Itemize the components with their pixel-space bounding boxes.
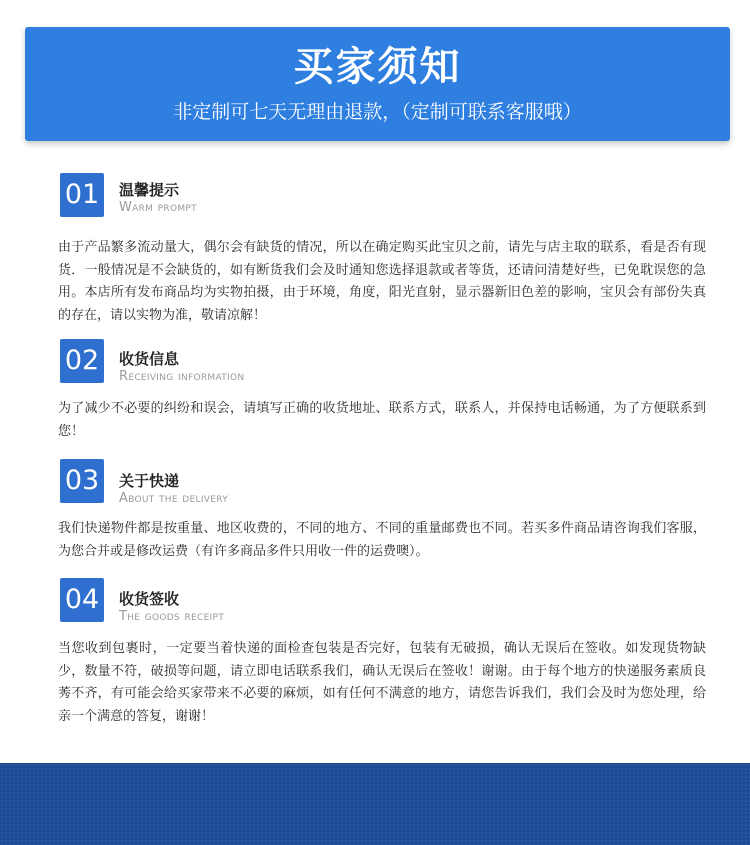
section-number-badge: 04 [60,578,104,622]
section-subtitle: The goods receipt [119,609,225,624]
header-banner [25,27,730,141]
section-subtitle: About the delivery [119,491,228,506]
section-subtitle: Warm prompt [119,200,197,215]
section-body: 由于产品繁多流动量大，偶尔会有缺货的情况，所以在确定购买此宝贝之前，请先与店主取的联系，看是否有现货．一般情况是不会缺货的，如有断货我们会及时通知您选择退款或者等货，还请问清楚好些，已免耽误您的急用。本店所有发布商品均为实物拍摄，由于环境，角度，阳光直射，显示器新旧色差的影响，宝贝会有部份失真的存在，请以实物为准，敬请凉解！ [58,240,706,323]
section-title: 关于快递 [119,472,180,490]
section-receiving-info [0,339,750,449]
section-number-badge: 01 [60,173,104,217]
section-number-badge: 03 [60,459,104,503]
section-delivery [0,459,750,569]
footer-band [0,763,750,845]
section-body: 为了减少不必要的纠纷和误会，请填写正确的收货地址、联系方式，联系人，并保持电话畅通，为了方便联系到您！ [58,401,706,439]
section-title: 温馨提示 [119,181,180,199]
section-number-badge: 02 [60,339,104,383]
section-subtitle: Receiving information [119,369,245,384]
section-title: 收货信息 [119,350,180,368]
section-body: 我们快递物件都是按重量、地区收费的，不同的地方、不同的重量邮费也不同。若买多件商品请咨询我们客服，为您合并或是修改运费（有许多商品多件只用收一件的运费噢）。 [58,521,706,559]
section-goods-receipt [0,578,750,738]
section-title: 收货签收 [119,590,180,608]
page-subtitle: 非定制可七天无理由退款，（定制可联系客服哦） [173,101,582,123]
section-body: 当您收到包裹时，一定要当着快递的面检查包装是否完好，包装有无破损，确认无误后在签收。如发现货物缺少，数量不符，破损等问题，请立即电话联系我们，确认无误后在签收！谢谢。由于每个地方的快递服务素质良莠不齐，有可能会给买家带来不必要的麻烦，如有任何不满意的地方，请您告诉我们，我们会及时为您处理，给亲一个满意的答复，谢谢！ [58,641,706,724]
page-title: 买家须知 [293,44,462,90]
section-warm-prompt [0,173,750,333]
